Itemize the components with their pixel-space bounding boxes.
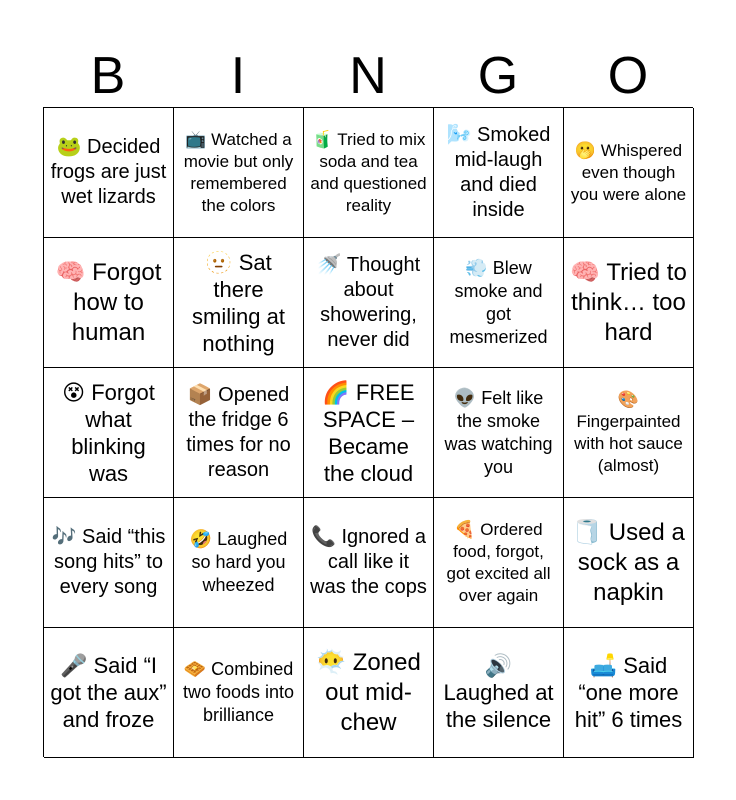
cell-text: 📞 Ignored a call like it was the cops (310, 526, 427, 598)
bingo-cell-r3c4[interactable] (434, 368, 564, 498)
cell-text: 🧇 Combined two foods into brilliance (182, 659, 295, 725)
cell-text: 🍕 Ordered food, forgot, got excited all over again (446, 519, 551, 605)
cell-text: 🎤 Said “I got the aux” and froze (50, 653, 167, 732)
header-letter-n: N (349, 47, 387, 105)
cell-text: 🔊 Laughed at the silence (443, 653, 554, 732)
bingo-cell-r3c3[interactable] (304, 368, 434, 498)
cell-text: 🧠 Tried to think… too hard (570, 258, 687, 346)
bingo-cell-r5c1[interactable] (44, 628, 174, 758)
cell-text: 🐸 Decided frogs are just wet lizards (50, 136, 167, 208)
bingo-cell-r5c3[interactable] (304, 628, 434, 758)
cell-text: 🛋️ Said “one more hit” 6 times (574, 653, 683, 732)
cell-text: 💨 Blew smoke and got mesmerized (449, 257, 548, 347)
bingo-cell-r1c2[interactable] (174, 108, 304, 238)
cell-text: 🧃 Tried to mix soda and tea and questioned reality (310, 129, 427, 215)
cell-text: 👽 Felt like the smoke was watching you (444, 387, 553, 477)
header-letter-i: I (230, 47, 246, 105)
bingo-cell-r4c4[interactable] (434, 498, 564, 628)
cell-text: 🎨 Fingerpainted with hot sauce (almost) (574, 389, 683, 475)
bingo-cell-r2c1[interactable] (44, 238, 174, 368)
bingo-cell-r2c2[interactable] (174, 238, 304, 368)
bingo-cell-r4c2[interactable] (174, 498, 304, 628)
bingo-cell-r1c1[interactable] (44, 108, 174, 238)
bingo-cell-r5c2[interactable] (174, 628, 304, 758)
bingo-cell-r2c4[interactable] (434, 238, 564, 368)
cell-text: 🤣 Laughed so hard you wheezed (189, 529, 288, 595)
bingo-cell-r3c2[interactable] (174, 368, 304, 498)
bingo-cell-r5c5[interactable] (564, 628, 694, 758)
cell-text: 😵 Forgot what blinking was (62, 379, 155, 486)
bingo-cell-r4c3[interactable] (304, 498, 434, 628)
cell-text: 🚿 Thought about showering, never did (316, 253, 421, 351)
bingo-cell-r5c4[interactable] (434, 628, 564, 758)
cell-text: 🧻 Used a sock as a napkin (572, 518, 685, 606)
cell-text: 🧠 Forgot how to human (55, 258, 162, 346)
bingo-cell-r1c5[interactable] (564, 108, 694, 238)
cell-text: 🌈 FREE SPACE – Became the cloud (322, 379, 415, 486)
cell-text: 🎶 Said “this song hits” to every song (51, 526, 166, 598)
bingo-cell-r2c5[interactable] (564, 238, 694, 368)
cell-text: 🌬️ Smoked mid-laugh and died inside (446, 123, 551, 221)
header-letter-g: G (477, 47, 519, 105)
bingo-cell-r3c1[interactable] (44, 368, 174, 498)
header-letter-b: B (90, 47, 126, 105)
cell-text: 😶‍🌫️ Zoned out mid-chew (316, 648, 421, 736)
cell-text: 📺 Watched a movie but only remembered the colors (183, 129, 294, 215)
bingo-cell-r4c1[interactable] (44, 498, 174, 628)
bingo-cell-r1c3[interactable] (304, 108, 434, 238)
bingo-cell-r1c4[interactable] (434, 108, 564, 238)
header-letter-o: O (607, 47, 649, 105)
cell-text: 🫥 Sat there smiling at nothing (192, 249, 285, 356)
cell-text: 🫢 Whispered even though you were alone (570, 140, 687, 204)
cell-text: 📦 Opened the fridge 6 times for no reason (186, 383, 291, 481)
bingo-cell-r2c3[interactable] (304, 238, 434, 368)
bingo-cell-r3c5[interactable] (564, 368, 694, 498)
bingo-header (43, 44, 693, 108)
bingo-cell-r4c5[interactable] (564, 498, 694, 628)
bingo-grid (43, 107, 693, 757)
